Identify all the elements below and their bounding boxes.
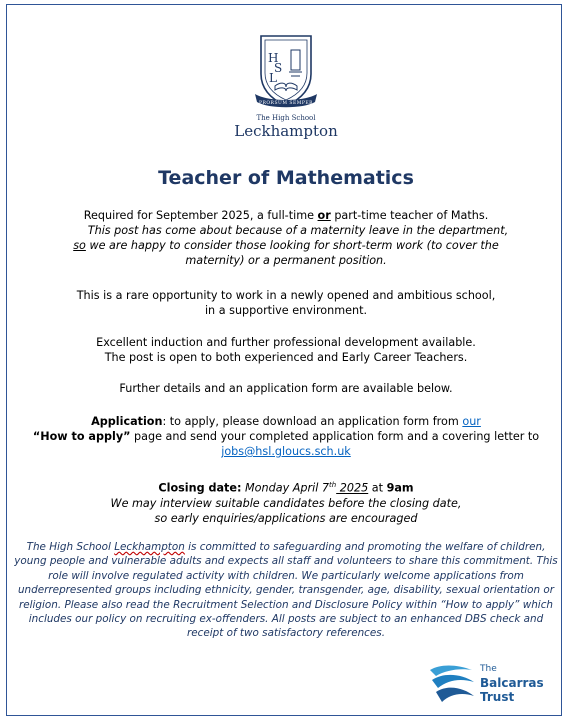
closing-paragraph: Closing date: Monday April 7th 2025 at 9am We may interview suitable candidates before the closing date, so early enquiries/applications are encouraged <box>110 481 462 525</box>
induction-paragraph: Excellent induction and further professional development available. The post is open to both experienced and Early Career Teachers. <box>96 336 476 364</box>
svg-text:H: H <box>268 51 279 65</box>
intro-line-1: Required for September 2025, a full-time or part-time teacher of Maths. <box>83 209 489 222</box>
how-to-apply-link-our[interactable]: our <box>462 415 481 428</box>
svg-text:L: L <box>269 71 277 85</box>
application-label: Application <box>91 415 163 428</box>
svg-text:S: S <box>274 61 283 75</box>
how-to-apply-text[interactable]: “How to apply” <box>32 430 131 443</box>
application-paragraph: Application: to apply, please download an application form from our “How to apply” page and send your completed application form and a covering letter to jobs@hsl.gloucs.sch.uk <box>32 415 540 458</box>
intro-line-4: maternity) or a permanent position. <box>185 254 387 267</box>
intro-paragraph <box>20 208 552 268</box>
school-crest-logo <box>253 32 319 112</box>
page-title: Teacher of Mathematics <box>158 167 414 189</box>
email-link[interactable]: jobs@hsl.gloucs.sch.uk <box>221 445 351 458</box>
details-line: Further details and an application form are available below. <box>119 382 453 395</box>
or-emphasis: or <box>317 209 331 222</box>
school-name: Leckhampton <box>234 122 338 140</box>
school-motto: PRORSUM SEMPER <box>258 101 314 106</box>
intro-line-2: This post has come about because of a maternity leave in the department, <box>87 224 509 237</box>
opportunity-paragraph: This is a rare opportunity to work in a newly opened and ambitious school, in a supportive environment. <box>76 289 496 317</box>
closing-label: Closing date: <box>158 481 242 495</box>
intro-line-3: so we are happy to consider those looking for short-term work (to cover the <box>73 239 499 252</box>
trust-name: The Balcarras Trust <box>480 664 544 704</box>
school-small-name: The High School <box>256 114 316 122</box>
safeguarding-notice: The High School Leckhampton is committed to safeguarding and promoting the welfare of children, young people and vulnerable adults and expects all staff and volunteers to share this commitment. This role will involve regulated activity with children. We particularly welcome applications from underrepresented groups including ethnicity, gender, transgender, age, disability, sexual orientation or religion. Please also read the Recruitment Selection and Disclosure Policy within “How to apply” which includes our policy on recruiting ex-offenders. All posts are subject to an enhanced DBS check and receipt of two satisfactory references. <box>14 541 558 640</box>
